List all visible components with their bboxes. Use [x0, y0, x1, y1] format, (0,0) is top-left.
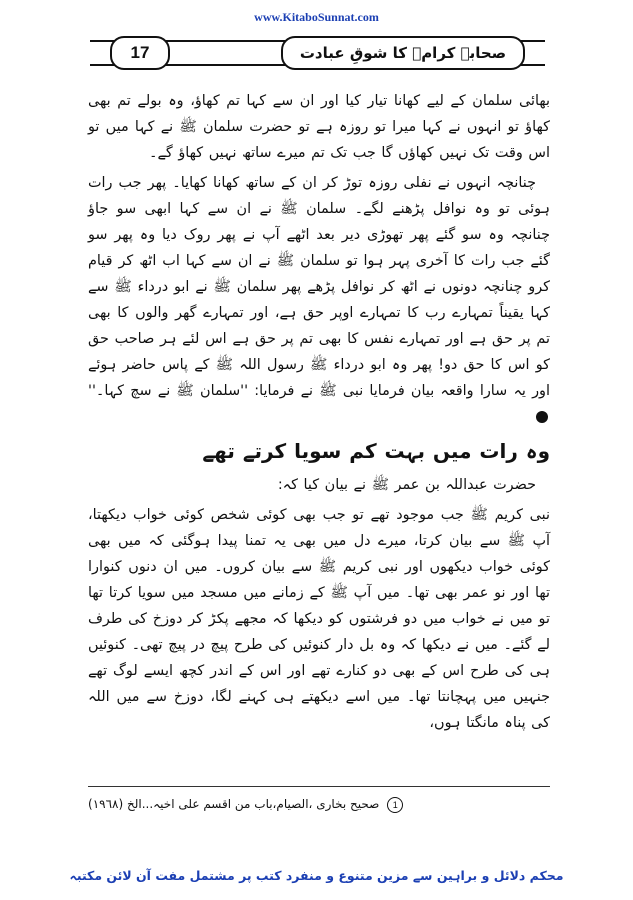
footnote-number: 1 — [387, 797, 403, 813]
site-url[interactable]: www.KitaboSunnat.com — [254, 10, 379, 24]
paragraph-2-text: چنانچہ انہوں نے نفلی روزہ توڑ کر ان کے ساتھ کھانا کھایا۔ پھر جب رات ہوئی تو وہ نوافل پڑھنے لگے۔ سلمان ﷺ نے ان سے کہا ابھی سو جاؤ چنانچہ وہ سو گئے پھر تھوڑی دیر بعد اٹھے آپ نے پھر روک دیا وہ پھر سو گئے جب رات کا آخری پہر ہوا تو سلمان ﷺ نے ان سے کہا اب اٹھ کر قیام کرو چنانچہ دونوں نے اٹھ کر نوافل پڑھے پھر سلمان ﷺ نے ابو درداء ﷺ سے کہا یقیناً تمہارے رب کا تمہارے اوپر حق ہے، اور تمہارے گھر والوں کا بھی تم پر حق ہے اور تمہارے نفس کا بھی تم پر حق ہے اس لئے ہر صاحب حق کو اس کا حق دو! پھر وہ ابو درداء ﷺ رسول اللہ ﷺ کے پاس حاضر ہوئے اور یہ سارا واقعہ بیان فرمایا نبی ﷺ نے فرمایا: ''سلمان ﷺ نے سچ کہا۔'' — [88, 175, 550, 399]
footnote-divider — [88, 786, 550, 787]
paragraph-3: نبی کریم ﷺ جب موجود تھے تو جب بھی کوئی شخص کوئی خواب دیکھتا، آپ ﷺ سے بیان کرتا، میرے دل میں بھی یہ تمنا پیدا ہوگئی کہ میں بھی کوئی خواب دیکھوں اور نبی کریم ﷺ سے بیان کروں۔ میں ان دنوں کنوارا تھا اور نو عمر بھی تھا۔ میں آپ ﷺ کے زمانے میں مسجد میں سویا کرتا تھا تو میں نے خواب میں دو فرشتوں کو دیکھا کہ مجھے پکڑ کر دوزخ کی طرف لے گئے۔ میں نے دیکھا کہ وہ بل دار کنوئیں کی طرح پیچ در پیچ تھی۔ کنوئیں ہی کی طرح اس کے بھی دو کنارے تھے اور اس کے اندر کچھ ایسے لوگ تھے جنہیں میں پہچانتا تھا۔ میں اسے دیکھتے ہی کہنے لگا، دوزخ سے میں اللہ کی پناہ مانگتا ہوں، — [88, 507, 550, 731]
page-header — [90, 36, 545, 70]
footnote — [88, 794, 550, 814]
section-heading: وہ رات میں بہت کم سویا کرتے تھے — [202, 439, 550, 463]
paragraph-1: بھائی سلمان کے لیے کھانا تیار کیا اور ان سے کہا تم کھاؤ، وہ بولے تم بھی کھاؤ تو انہوں نے کہا میرا تو روزہ ہے تو حضرت سلمان ﷺ نے کہا میں تو اس وقت تک نہیں کھاؤں گا جب تک تم میرے ساتھ نہیں کھاؤ گے۔ — [88, 93, 550, 161]
footnote-ref-marker[interactable]: 1 — [536, 411, 548, 423]
main-text — [88, 88, 550, 740]
footnote-text: صحیح بخاری ،الصیام،باب من اقسم علی اخیہ...الخ (١٩٦٨) — [88, 797, 380, 811]
narration-intro: حضرت عبداللہ بن عمر ﷺ نے بیان کیا کہ: — [277, 477, 536, 493]
library-promo-link[interactable]: محکم دلائل و براہین سے مزین متنوع و منفرد کتب پر مشتمل مفت آن لائن مکتبہ — [69, 868, 564, 883]
running-title: صحابہ کرامؓ کا شوقِ عبادت — [281, 36, 525, 70]
paragraph-2 — [88, 170, 550, 430]
page-number: 17 — [110, 36, 170, 70]
